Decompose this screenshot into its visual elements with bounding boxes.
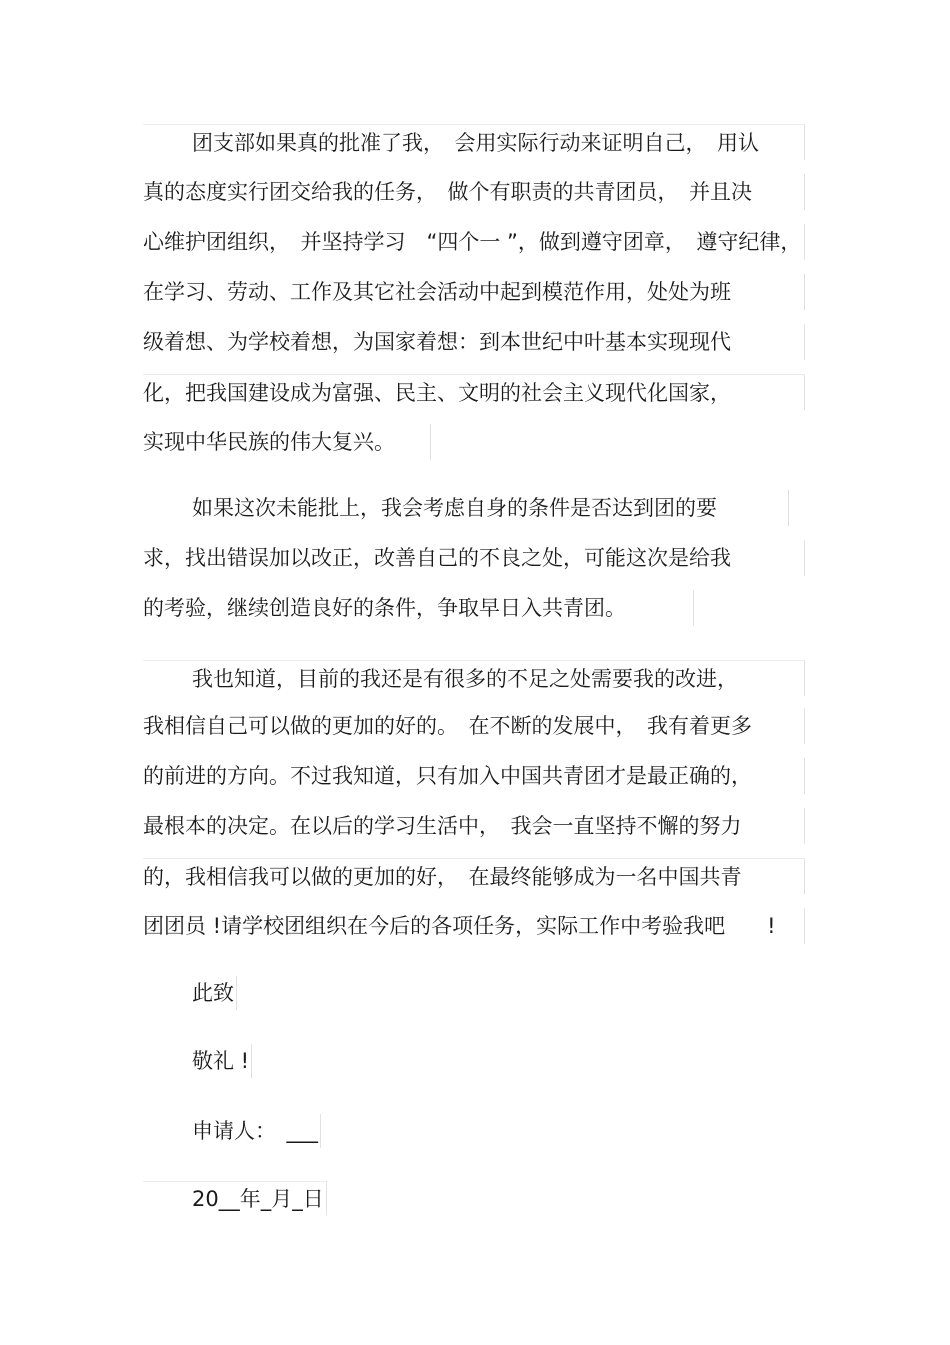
paragraph-1-line-7: 实现中华民族的伟大复兴。 (143, 424, 431, 460)
closing-salute: 敬礼 ! (192, 1044, 252, 1078)
paragraph-1-line-4: 在学习、劳动、工作及其它社会活动中起到模范作用，处处为班 (143, 274, 805, 310)
paragraph-1-line-1: 团支部如果真的批准了我， 会用实际行动来证明自己， 用认 (143, 124, 805, 160)
paragraph-2-line-1: 如果这次未能批上，我会考虑自身的条件是否达到团的要 (143, 490, 789, 526)
paragraph-3-line-5: 的，我相信我可以做的更加的好， 在最终能够成为一名中国共青 (143, 858, 805, 894)
application-date: 20__年_月_日 (143, 1181, 327, 1215)
paragraph-1-line-5: 级着想、为学校着想，为国家着想：到本世纪中叶基本实现现代 (143, 324, 805, 360)
paragraph-3-line-1: 我也知道，目前的我还是有很多的不足之处需要我的改进， (143, 660, 805, 696)
closing-greeting: 此致 (192, 976, 237, 1010)
paragraph-3-line-3: 的前进的方向。不过我知道，只有加入中国共青团才是最正确的， (143, 758, 805, 794)
paragraph-3-line-2: 我相信自己可以做的更加的好的。 在不断的发展中， 我有着更多 (143, 708, 805, 744)
applicant-signature: 申请人： ___ (192, 1114, 321, 1148)
paragraph-3-line-6: 团团员 !请学校团组织在今后的各项任务，实际工作中考验我吧 ! (143, 908, 805, 944)
paragraph-2-line-2: 求，找出错误加以改正，改善自己的不良之处，可能这次是给我 (143, 540, 805, 576)
paragraph-1-line-2: 真的态度实行团交给我的任务， 做个有职责的共青团员， 并且决 (143, 174, 805, 210)
paragraph-3-line-4: 最根本的决定。在以后的学习生活中， 我会一直坚持不懈的努力 (143, 808, 805, 844)
paragraph-1-line-3: 心维护团组织， 并坚持学习 “四个一 ”，做到遵守团章， 遵守纪律， (143, 224, 805, 260)
paragraph-1-line-6: 化，把我国建设成为富强、民主、文明的社会主义现代化国家， (143, 374, 805, 410)
paragraph-2-line-3: 的考验，继续创造良好的条件，争取早日入共青团。 (143, 590, 694, 626)
